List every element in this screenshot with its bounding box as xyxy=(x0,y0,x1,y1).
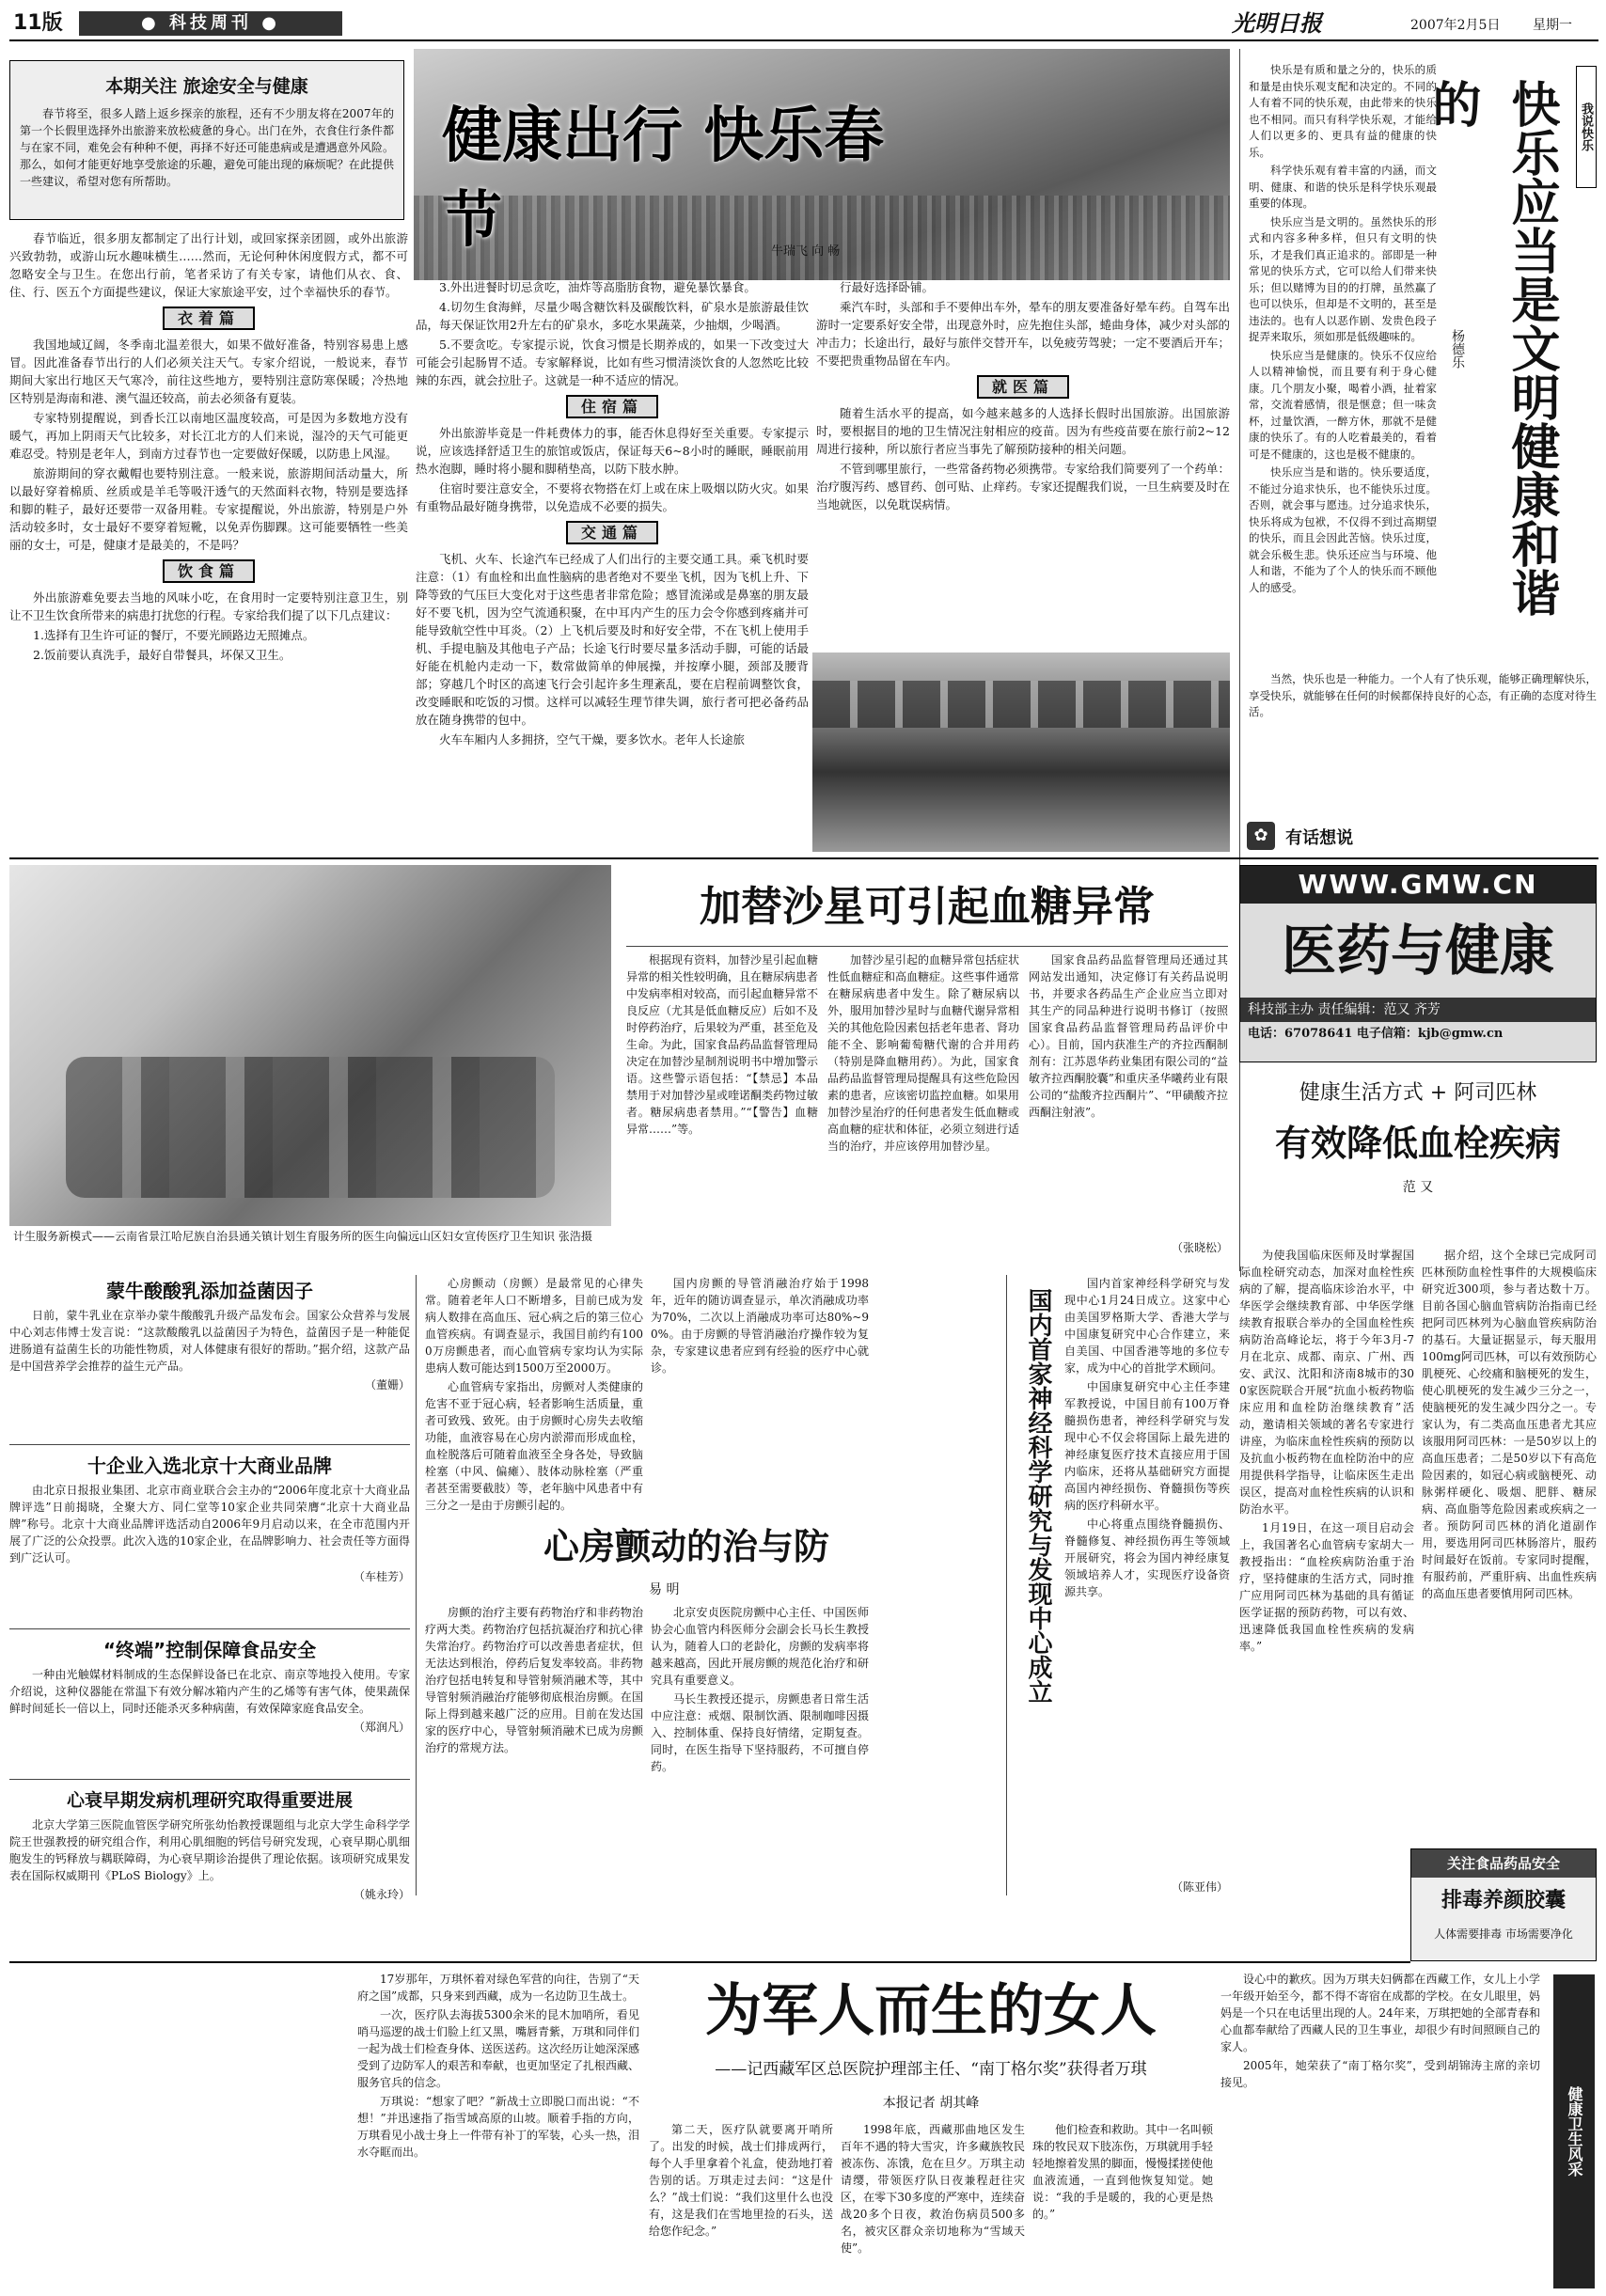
afib-col-1b: 房颤的治疗主要有药物治疗和非药物治疗两大类。药物治疗包括抗凝治疗和抗心律失常治疗。药物治疗可以改善患者症状，但无法达到根治，停药后复发率较高。非药物治疗包括电转复和导管射频消融术等，其中导管射频消融治疗能够彻底根治房颤。在国际上得到越来越广泛的应用。目前在发达国家的医疗中心，导管射频消融术已成为房颤治疗的常规方法。 xyxy=(425,1606,643,1754)
focus-title: 本期关注 旅途安全与健康 xyxy=(105,76,308,97)
aspirin-author: 范 又 xyxy=(1402,1180,1434,1195)
section-transport: 交通篇 xyxy=(416,521,809,544)
aspirin-title: 有效降低血栓疾病 xyxy=(1274,1123,1561,1164)
vertical-section-label: 健康卫生风采 xyxy=(1553,1974,1595,2288)
gatifloxacin-byline: （张晓松） xyxy=(1171,1241,1228,1254)
issue-date: 2007年2月5日 xyxy=(1410,18,1501,33)
editors-line: 科技部主办 责任编辑：范又 齐芳 xyxy=(1240,998,1596,1022)
afib-author: 易 明 xyxy=(649,1580,705,1600)
people-pattern xyxy=(66,1057,555,1198)
afib-col-2: 国内房颤的导管消融治疗始于1998年，近年的随访调查显示，单次消融成功率为70%，二次以上消融成功率可达80%~90%。由于房颤的导管消融治疗操作较为复杂，专家建议患者应到有经验的医疗中心就诊。 xyxy=(651,1277,869,1375)
flower-icon: ✿ xyxy=(1247,822,1275,850)
aspirin-col-2: 据介绍，这个全球已完成阿司匹林预防血栓性事件的大规模临床研究近300项，参与者达数十万。目前各国心脑血管病防治指南已经把阿司匹林列为心脑血管疾病防治的基石。大量证据显示，每天服用100mg阿司匹林，可以有效预防心肌梗死、心绞痛和脑梗死的发生，使心肌梗死的发生减少三分之一，使脑梗死的发生减少四分之一。专家认为，有二类高血压患者尤其应该服用阿司匹林：一是50岁以上的高血压患者；二是50岁以下有高危险因素的，如冠心病或脑梗死、动脉粥样硬化、吸烟、肥胖、糖尿病、高血脂等危险因素或疾病之一者。预防阿司匹林的消化道副作用，要选用阿司匹林肠溶片，服药时间最好在饭前。专家同时提醒，有服药前，严重肝病、出血性疾病的高血压患者要慎用阿司匹林。 xyxy=(1422,1249,1597,1600)
neuro-body: 国内首家神经科学研究与发现中心1月24日成立。这家中心由美国罗格斯大学、香港大学与中国康复研究中心合作建立，来自美国、中国香港等地的多位专家，成为中心的首批学术顾问。 中国康复研究中心主任李建军教授说，中国目前有100万脊髓损伤患者，神经科学研究与发现中心不仅会将国际上最先进的神经康复医疗技术直接应用于国内临床，还将从基础研究方面提高国内神经损伤、脊髓损伤等疾病的医疗科研水平。 中心将重点围绕脊髓损伤、脊髓修复、神经损伤再生等领域开展研究，将会为国内神经康复领域培养人才，实现医疗设备资源共享。 xyxy=(1064,1277,1230,1598)
column-tag: 我说快乐 xyxy=(1576,66,1597,188)
section-banner xyxy=(79,11,342,36)
site-url: WWW.GMW.CN xyxy=(1240,866,1596,904)
acidophilus-byline: （董姗） xyxy=(364,1378,410,1392)
contact-line: 电话：67078641 电子信箱：kjb@gmw.cn xyxy=(1248,1027,1504,1041)
section-name: 科技周刊 xyxy=(169,13,252,33)
acidophilus-body: 日前，蒙牛乳业在京举办蒙牛酸酸乳升级产品发布会。国家公众营养与发展中心刘志伟博士发言说：“这款酸酸乳以益菌因子为特色，益菌因子是一种能促进肠道有益菌生长的功能性物质，对人体健康有很好的帮助。”据介绍，这款产品是中国营养学会推荐的益生元产品。 xyxy=(9,1309,410,1373)
top10-byline: （车桂芳） xyxy=(353,1570,410,1583)
travel-col-1: 春节临近，很多朋友都制定了出行计划，或回家探亲团圆，或外出旅游兴致勃勃，或游山玩水趣味横生……然而，无论何种休闲度假方式，都不可忽略安全与卫生。在您出行前，笔者采访了有关专家，请他们从衣、食、住、行、医五个方面提些建议，保证大家旅途平安，过个幸福快乐的春节。 衣着篇 我国地域辽阔，冬季南北温差很大，如果不做好准备，特别容易患上感冒。因此准备春节出行的人们必须关注天气。专家介绍说，一般说来，春节期间大家出行地区天气寒冷，前往这些地方，要特别注意防寒保暖；冷热地区特别是海南和港、澳气温还较高，前去必须备有夏装。 专家特别提醒说，到香长江以南地区温度较高，可是因为多数地方没有暖气，再加上阴雨天气比较多，对长江北方的人们来说，湿冷的天气可能更难忍受。特别是老年人，到南方过春节也一定要做好保暖，以防患上风湿。 旅游期间的穿衣戴帽也要特别注意。一般来说，旅游期间活动量大，所以最好穿着棉质、丝质或是羊毛等吸汗透气的天然面料衣物，特别是要选择和脚的鞋子，最好还要带一双备用鞋。专家提醒说，外出旅游，特别是户外活动较多时，女士最好不要穿着短靴，以免弄伤脚踝。这可能要牺牲一些美丽的女士，可是，健康才是最美的，不是吗？ 饮食篇 外出旅游难免要去当地的风味小吃，在食用时一定要特别注意卫生，别让不卫生饮食所带来的病患打扰您的行程。专家给我们提了以下几点建议： 1.选择有卫生许可证的餐厅，不要光顾路边无照摊点。 2.饭前要认真洗手，最好自带餐具，坏保又卫生。 xyxy=(9,231,408,662)
medical-health-title: 医药与健康 xyxy=(1281,919,1554,983)
train-windows xyxy=(812,681,1230,728)
nurse-subhead: ——记西藏军区总医院护理部主任、“南丁格尔奖”获得者万琪 xyxy=(715,2060,1147,2079)
afib-col-2b: 北京安贞医院房颤中心主任、中国医师协会心血管内科医师分会副会长马长生教授认为，随着人口的老龄化，房颤的发病率将越来越高，因此开展房颤的规范化治疗和研究具有重要意义。 马长生教授还提示，房颤患者日常生活中应注意：戒烟、限制饮酒、限制咖啡因摄入、控制体重、保持良好情绪，定期复查。同时，在医生指导下坚持服药，不可擅自停药。 xyxy=(651,1606,869,1773)
section-bullet-right-icon: ● xyxy=(261,13,280,33)
nurse-byline: 本报记者 胡其峰 xyxy=(882,2096,980,2111)
heart-brief-title: 心衰早期发病机理研究取得重要进展 xyxy=(66,1790,353,1811)
top10-body: 由北京日报报业集团、北京市商业联合会主办的“2006年度北京十大商业品牌评选”日前揭晓，全聚大方、同仁堂等10家企业共同荣膺“北京十大商业品牌”称号。北京十大商业品牌评选活动自2006年9月启动以来，在全市范围内开展了广泛的公众投票。此次入选的10家企业，在品牌影响力、社会责任等方面得到广泛认可。 xyxy=(9,1484,410,1565)
terminal-title: “终端”控制保障食品安全 xyxy=(102,1639,317,1661)
say-label: 有话想说 xyxy=(1285,827,1354,848)
masthead-logo: 光明日报 xyxy=(1232,9,1322,37)
travel-col-2: 3.外出进餐时切忌贪吃，油炸等高脂肪食物，避免暴饮暴食。 4.切勿生食海鲜，尽量少喝含糖饮料及碳酸饮料，矿泉水是旅游最佳饮品，每天保证饮用2升左右的矿泉水，多吃水果蔬菜，少抽烟，少喝酒。 5.不要贪吃。专家提示说，饮食习惯是长期养成的，如果一下改变过大可能会引起肠胃不适。专家解释说，比如有些习惯清淡饮食的人忽然吃比较辣的东西，就会拉肚子。这就是一种不适应的情况。 住宿篇 外出旅游毕竟是一件耗费体力的事，能否休息得好至关重要。专家提示说，应该选择舒适卫生的旅馆或饭店，保证每天6~8小时的睡眠，睡眠前用热水泡脚，睡时将小腿和脚稍垫高，以防下肢水肿。 住宿时要注意安全，不要将衣物搭在灯上或在床上吸烟以防火灾。如果有重物品最好随身携带，以免造成不必要的损失。 交通篇 飞机、火车、长途汽车已经成了人们出行的主要交通工具。乘飞机时要注意：（1）有血栓和出血性脑病的患者绝对不要坐飞机，因为飞机上升、下降等致的气压巨大变化对于这些患者非常危险；感冒流涕或是鼻塞的朋友最好不要飞机，因为空气流通积聚，在中耳内产生的压力会令你感到疼痛并可能导致航空性中耳炎。（2）上飞机后要及时和好安全带，不在飞机上使用手机、手提电脑及其他电子产品；长途飞行时要尽量多活动手脚，可能的话最好能在机舱内走动一下，数常做简单的伸展操，并按摩小腿，颈部及腰背部；穿越几个时区的高速飞行会引起许多生理紊乱，要在启程前调整饮食，改变睡眠和吃饭的习惯。这样可以减轻生理节律失调，旅行者可把必备药品放在随身携带的包中。 火车车厢内人多拥挤，空气干燥，要多饮水。老年人长途旅 xyxy=(416,280,809,747)
nurse-col-1: 17岁那年，万琪怀着对绿色军营的向往，告别了“天府之国”成都，只身来到西藏，成为一名边防卫生战士。 一次，医疗队去海拔5300余米的昆木加哨所，看见哨马巡逻的战士们脸上红又黑，嘴唇青紫，万琪和同伴们一起为战士们检查身体、送医送药。这次经历让她深深感受到了边防军人的艰苦和奉献，也更加坚定了扎根西藏、服务官兵的信念。 万琪说：“想家了吧？”新战士立即脱口而出说：“不想！”并迅速指了指雪域高原的山坡。顺着手指的方向，万琪看见小战士身上一件带有补丁的军装，心头一热，泪水夺眶而出。 xyxy=(357,1973,640,2159)
gatifloxacin-col-2: 加替沙星引起的血糖异常包括症状性低血糖症和高血糖症。这些事件通常在糖尿病患者中发生。除了糖尿病以外，服用加替沙星时与血糖代谢异常相关的其他危险因素包括老年患者、肾功能不全、影响葡萄糖代谢的合并用药（特别是降血糖用药）。为此，国家食品药品监督管理局提醒具有这些危险因素的患者，应该密切监控血糖。如果用加替沙星治疗的任何患者发生低血糖或高血糖的症状和体征，必须立刻进行适当的治疗，并应该停用加替沙星。 xyxy=(827,953,1020,1153)
acidophilus-title: 蒙牛酸酸乳添加益菌因子 xyxy=(106,1280,313,1302)
separator-1 xyxy=(9,857,1598,859)
heart-brief-body: 北京大学第三医院血管医学研究所张幼怡教授课题组与北京大学生命科学学院王世强教授的研究组合作，利用心肌细胞的钙信号研究发现，心衰早期心肌细胞发生的钙释放与耦联障碍，为心衰早期诊治提供了理论依据。该项研究成果发表在国际权威期刊《PLoS Biology》上。 xyxy=(9,1818,410,1882)
nurse-col-5: 设心中的歉疚。因为万琪夫妇俩都在西藏工作，女儿上小学一年级开始至今，都不得不寄宿在成都的学校。在女儿眼里，妈妈是一个只在电话里出现的人。24年来，万琪把她的全部青春和心血都奉献给了西藏人民的卫生事业，却很少有时间照顾自己的家人。 2005年，她荣获了“南丁格尔奖”，受到胡锦涛主席的亲切接见。 xyxy=(1220,1973,1540,2089)
section-bullet-left-icon: ● xyxy=(141,13,160,33)
happiness-title: 快乐应当是文明健康和谐的 xyxy=(1424,79,1559,617)
section-medical: 就医篇 xyxy=(816,375,1230,399)
brief-rule-1 xyxy=(9,1444,410,1445)
train-photo xyxy=(812,653,1230,852)
nurse-headline: 为军人而生的女人 xyxy=(705,1978,1157,2044)
aspirin-kicker: 健康生活方式 + 阿司匹林 xyxy=(1299,1081,1537,1105)
crowd-pattern xyxy=(414,196,1230,280)
afib-title: 心房颤动的治与防 xyxy=(508,1516,865,1578)
page-header xyxy=(9,8,1598,41)
neuro-byline: （陈亚伟） xyxy=(1171,1880,1228,1894)
brief-rule-3 xyxy=(9,1779,410,1780)
focus-lead: 春节将至，很多人踏上返乡探亲的旅程，还有不少朋友将在2007年的第一个长假里选择外出旅游来放松疲惫的身心。出门在外，衣食住行条件都与在家不同，难免会有种种不便，再择不好还可能患病或是遭遇意外风险。那么，如何才能更好地享受旅途的乐趣，避免可能出现的麻烦呢？在此提供一些建议，希望对您有所帮助。 xyxy=(20,107,394,188)
food-ad xyxy=(1410,1848,1597,1961)
brief-heart xyxy=(9,1785,410,1941)
main-byline: 牛瑞飞 向 畅 xyxy=(771,244,841,259)
medical-photo xyxy=(9,865,611,1226)
separator-2 xyxy=(9,1961,1410,1963)
ad-line-1: 关注食品药品安全 xyxy=(1411,1849,1596,1878)
section-food: 饮食篇 xyxy=(9,559,408,583)
gatifloxacin-rule xyxy=(626,946,1228,947)
aspirin-col-1: 为使我国临床医师及时掌握国际血栓研究动态，加深对血栓性疾病的了解，提高临床诊治水平，中华医学会继续教育部、中华医学继续教育报联合举办的全国血栓性疾病防治高峰论坛，将于今年3月-7月在北京、成都、南京、广州、西安、武汉、沈阳和济南8城市的300家医院联合开展“抗血小板药物临床应用和血栓防治继续教育”活动，邀请相关领域的著名专家进行讲座，为临床血栓性疾病的预防以及抗血小板药物在血栓防治中的应用提供科学指导，让临床医生走出误区，提高对血栓性疾病的认识和防治水平。 1月19日，在这一项目启动会上，我国著名心血管病专家胡大一教授指出：“血栓疾病防治重于治疗，坚持健康的生活方式，同时推广应用阿司匹林为基础的具有循证医学证据的预防药物，可以有效、迅速降低我国血栓性疾病的发病率。” xyxy=(1239,1249,1414,1653)
happiness-text-b: 当然，快乐也是一种能力。一个人有了快乐观，能够正确理解快乐，享受快乐，就能够在任何的时候都保持良好的心态，有正确的态度对待生活。 xyxy=(1249,672,1597,718)
section-clothing: 衣着篇 xyxy=(9,307,408,330)
brief-top10 xyxy=(9,1450,410,1625)
briefs-rule xyxy=(416,1275,417,1895)
happiness-text-a: 快乐是有质和量之分的，快乐的质和量是由快乐观支配和决定的。不同的人有着不同的快乐观，由此带来的快乐也不相同。而只有科学快乐观，才能给人们以更多的、更具有益的健康的快乐。 科学快乐观有着丰富的内涵，而文明、健康、和谐的快乐是科学快乐观最重要的体现。 快乐应当是文明的。虽然快乐的形式和内容多种多样，但只有文明的快乐，才是我们真正追求的。部即是一种常见的快乐方式，它可以给人们带来快乐；但以赌博为目的的打牌，虽然赢了也可以快乐，但却是不文明的，甚至是违法的。也有人以恶作剧、发贵色段子捉弄来取乐，须如那是低级趣味的。 快乐应当是健康的。快乐不仅应给人以精神愉悦，而且要有利于身心健康。几个朋友小聚，喝着小酒，扯着家常，交流着感情，很是惬意；但一味贪杯，过量饮酒，一醉方休，那就不是健康的快乐了。有的人吃着最美的，看着可是不健康的，这也是极不健康的。 快乐应当是和谐的。快乐要适度，不能过分追求快乐，也不能快乐过度。否则，就会事与愿违。过分追求快乐，快乐将成为包袱，不仅得不到过高期望的快乐，而且会因此苦恼。快乐过度，就会乐极生悲。快乐还应当与环境、他人和谐，不能为了个人的快乐而不顾他人的感受。 xyxy=(1249,63,1437,594)
nurse-col-2: 第二天，医疗队就要离开哨所了。出发的时候，战士们排成两行，每个人手里拿着个礼盒，使劲地打着告别的话。万琪走过去问：“这是什么？”战士们说：“我们这里什么也没有，这是我们在雪地里捡的石头，送给您作纪念。” xyxy=(649,2123,833,2238)
neuro-rule xyxy=(1006,1275,1007,1895)
travel-col-3: 行最好选择卧铺。 乘汽车时，头部和手不要伸出车外，晕车的朋友要准备好晕车药。自驾车出游时一定要系好安全带，出现意外时，应先抱住头部，蜷曲身体，减少对头部的冲击力；长途出行，最好与旅伴交替开车，以免疲劳驾驶；一定不要酒后开车；不要把贵重物品留在车内。 就医篇 随着生活水平的提高，如今越来越多的人选择长假时出国旅游。出国旅游时，要根据目的地的卫生情况注射相应的疫苗。因为有些疫苗要在旅行前2~12周进行接种，所以旅行者应当事先了解预防接种的相关问题。 不管到哪里旅行，一些常备药物必须携带。专家给我们简要列了一个药单：治疗腹泻药、感冒药、创可贴、止痒药。专家还提醒我们说，一旦生病要及时在当地就医，以免耽误病情。 xyxy=(816,280,1230,511)
brief-terminal xyxy=(9,1634,410,1775)
gatifloxacin-title: 加替沙星可引起血糖异常 xyxy=(700,883,1155,931)
brief-rule-2 xyxy=(9,1628,410,1629)
say-box xyxy=(1247,822,1416,856)
travel-intro: 春节临近，很多朋友都制定了出行计划，或回家探亲团圆，或外出旅游兴致勃勃，或游山玩水趣味横生……然而，无论何种休闲度假方式，都不可忽略安全与卫生。在您出行前，笔者采访了有关专家，请他们从衣、食、住、行、医五个方面提些建议，保证大家旅途平安，过个幸福快乐的春节。 xyxy=(9,231,408,299)
ad-line-3: 人体需要排毒 市场需要净化 xyxy=(1434,1927,1573,1941)
medical-photo-caption: 计生服务新模式——云南省景江哈尼族自治县通关镇计划生育服务所的医生向偏远山区妇女宣传医疗卫生知识 张浩摄 xyxy=(13,1230,592,1243)
nurse-col-4: 他们检查和救助。其中一名叫顿珠的牧民双下肢冻伤，万琪就用手轻轻地擦着发黑的脚面，慢慢揉搓使他血液流通，一直到他恢复知觉。她说：“我的手是暖的，我的心更是热的。” xyxy=(1032,2123,1214,2221)
heart-brief-byline: （姚永玲） xyxy=(353,1888,410,1901)
main-headline: 健康出行 快乐春节 xyxy=(442,102,885,256)
gatifloxacin-col-3: 国家食品药品监督管理局还通过其网站发出通知，决定修订有关药品说明书，并要求各药品生产企业应当立即对其生产的同品种进行说明书修订（按照国家食品药品监督管理局药品评价中心）。目前，国内获准生产的齐拉西酮制剂有：江苏恩华药业集团有限公司的“益敏齐拉西酮胶囊”和重庆圣华曦药业有限公司的“盐酸齐拉西酮片”、“甲磺酸齐拉西酮注射液”。 xyxy=(1029,953,1228,1119)
brief-acidophilus xyxy=(9,1275,410,1440)
page-number: 11版 xyxy=(13,11,63,35)
gatifloxacin-col-1: 根据现有资料，加替沙星引起血糖异常的相关性较明确，且在糖尿病患者中发病率相对较高，而引起血糖异常不良反应（尤其是低血糖反应）后如不及时停药治疗，后果较为严重，甚至危及生命。为此，国家食品药品监督管理局决定在加替沙星制剂说明书中增加警示语。这些警示语包括：“【禁忌】本品禁用于对加替沙星或喹诺酮类药物过敏者。糖尿病患者禁用。”“【警告】血糖异常……”等。 xyxy=(626,953,819,1136)
happiness-author: 杨德乐 xyxy=(1450,329,1465,369)
medical-health-box xyxy=(1239,865,1597,1062)
section-lodging: 住宿篇 xyxy=(416,395,809,418)
issue-weekday: 星期一 xyxy=(1533,18,1572,33)
nurse-col-3: 1998年底，西藏那曲地区发生百年不遇的特大雪灾，许多藏族牧民被冻伤、冻饿，危在旦夕。万琪主动请缨，带领医疗队日夜兼程赶往灾区，在零下30多度的严寒中，连续奋战20多个日夜，救治伤病员500多名，被灾区群众亲切地称为“雪域天使”。 xyxy=(841,2123,1025,2255)
neuro-title: 国内首家神经科学研究与发现中心成立 xyxy=(1024,1288,1052,1704)
focus-box xyxy=(9,60,404,220)
afib-col-1: 心房颤动（房颤）是最常见的心律失常。随着老年人口不断增多，目前已成为发病人数排在高血压、冠心病之后的第三位心血管疾病。有调查显示，我国目前约有1000万房颤患者，而心血管病专家均认为实际患病人数可能达到1500万至2000万。 心血管病专家指出，房颤对人类健康的危害不亚于冠心病，轻者影响生活质量，重者可致残、致死。由于房颤时心房失去收缩功能，血液容易在心房内淤滞而形成血栓，血栓脱落后可随着血液至全身各处，导致脑栓塞（中风、偏瘫）、肢体动脉栓塞（严重者甚至需要截肢）等，老年脑中风患者中有三分之一是由于房颤引起的。 xyxy=(425,1277,643,1512)
terminal-byline: （郑润凡） xyxy=(353,1721,410,1734)
terminal-body: 一种由光触媒材料制成的生态保鲜设备已在北京、南京等地投入使用。专家介绍说，这种仪器能在常温下有效分解冰箱内产生的乙烯等有害气体，使果蔬保鲜时间延长一倍以上，同时还能杀灭多种病菌，有效保障家庭食品安全。 xyxy=(9,1668,410,1715)
top10-title: 十企业入选北京十大商业品牌 xyxy=(87,1455,332,1477)
ad-line-2: 排毒养颜胶囊 xyxy=(1441,1889,1566,1912)
